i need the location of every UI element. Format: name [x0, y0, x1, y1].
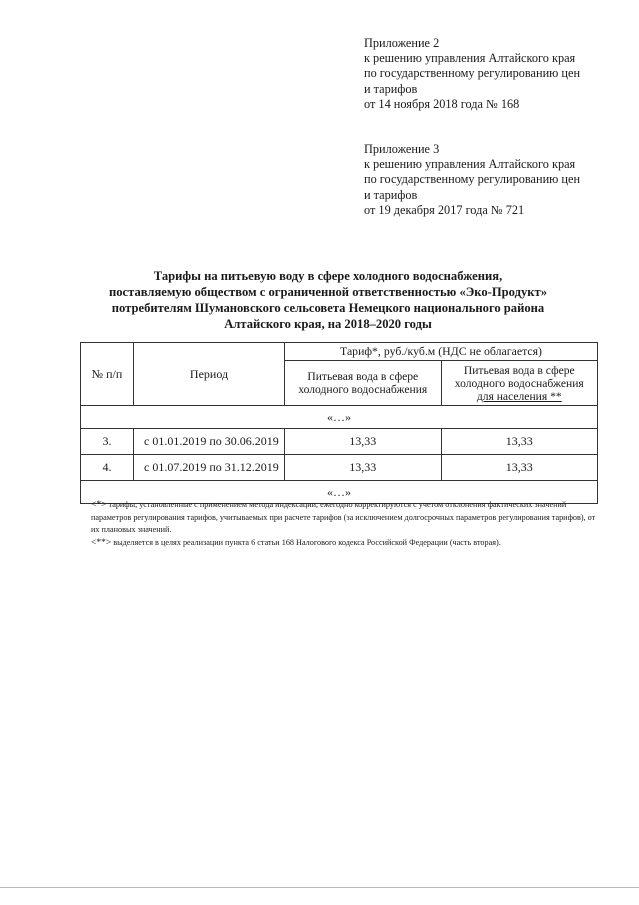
cell-period: с 01.01.2019 по 30.06.2019: [134, 429, 285, 455]
table-header-row: [81, 343, 598, 361]
table-row-ellipsis: [81, 406, 598, 429]
footnote-2-text: выделяется в целях реализации пункта 6 статьи 168 Налогового кодекса Российской Федерации (часть вторая).: [111, 538, 501, 548]
footnote-1-text: тарифы, установленные с применением метода индексации, ежегодно корректируются с учетом отклонения фактических значений параметров регулирования тарифов, учитываемых при расчете тарифов (за исключением долгосрочных параметров регулирования тарифов), от их плановых значений.: [91, 500, 596, 534]
column-header-population-line: холодного водоснабжения: [454, 376, 584, 390]
cell-number: 3.: [81, 429, 134, 455]
footnote-2: [91, 537, 601, 550]
footnote-1: [91, 499, 601, 535]
appendix-3-line: к решению управления Алтайского края: [364, 157, 576, 172]
column-header-tariff: Тариф*, руб./куб.м (НДС не облагается): [285, 343, 598, 361]
table-row: [81, 429, 598, 455]
table-row: [81, 455, 598, 481]
appendix-2-line: Приложение 2: [364, 36, 440, 50]
footnotes: [91, 499, 601, 552]
column-header-drinking-water: [285, 361, 442, 406]
cell-tariff-population: 13,33: [441, 429, 598, 455]
column-header-number: № п/п: [81, 343, 134, 406]
appendix-2-line: по государственному регулированию цен: [364, 66, 581, 81]
appendix-2-header: [364, 36, 624, 112]
appendix-3-line: по государственному регулированию цен: [364, 172, 581, 187]
cell-tariff-drinking-water: 13,33: [285, 429, 442, 455]
title-line: Алтайского края, на 2018–2020 годы: [224, 317, 432, 331]
title-line: Тарифы на питьевую воду в сфере холодного водоснабжения,: [153, 269, 503, 283]
column-header-drinking-water-line: Питьевая вода в сфере: [307, 370, 419, 383]
ellipsis-cell: «…»: [81, 406, 598, 429]
footnote-2-mark: <**>: [91, 538, 112, 549]
appendix-2-line: к решению управления Алтайского края: [364, 51, 576, 66]
document-title: [78, 268, 578, 332]
cell-period: с 01.07.2019 по 31.12.2019: [134, 455, 285, 481]
column-header-drinking-water-population: [441, 361, 598, 406]
appendix-3-header: [364, 142, 624, 218]
column-header-period: Период: [134, 343, 285, 406]
appendix-3-line: Приложение 3: [364, 142, 440, 156]
scan-edge-line: [0, 887, 639, 888]
cell-tariff-drinking-water: 13,33: [285, 455, 442, 481]
tariff-table: [80, 342, 598, 504]
title-line: потребителям Шумановского сельсовета Немецкого национального района: [111, 301, 545, 315]
cell-tariff-population: 13,33: [441, 455, 598, 481]
title-line: поставляемую обществом с ограниченной ответственностью «Эко-Продукт»: [108, 285, 548, 299]
column-header-population-line: Питьевая вода в сфере: [463, 363, 575, 377]
column-header-drinking-water-line: холодного водоснабжения: [298, 383, 428, 396]
appendix-2-line: и тарифов: [364, 81, 418, 96]
appendix-2-line: от 14 ноября 2018 года № 168: [364, 96, 520, 111]
ellipsis-cell: «…»: [81, 481, 598, 504]
cell-number: 4.: [81, 455, 134, 481]
footnote-1-mark: <*>: [91, 500, 107, 510]
column-header-population-line: для населения **: [476, 389, 562, 403]
appendix-3-line: и тарифов: [364, 187, 418, 202]
appendix-3-line: от 19 декабря 2017 года № 721: [364, 202, 525, 217]
